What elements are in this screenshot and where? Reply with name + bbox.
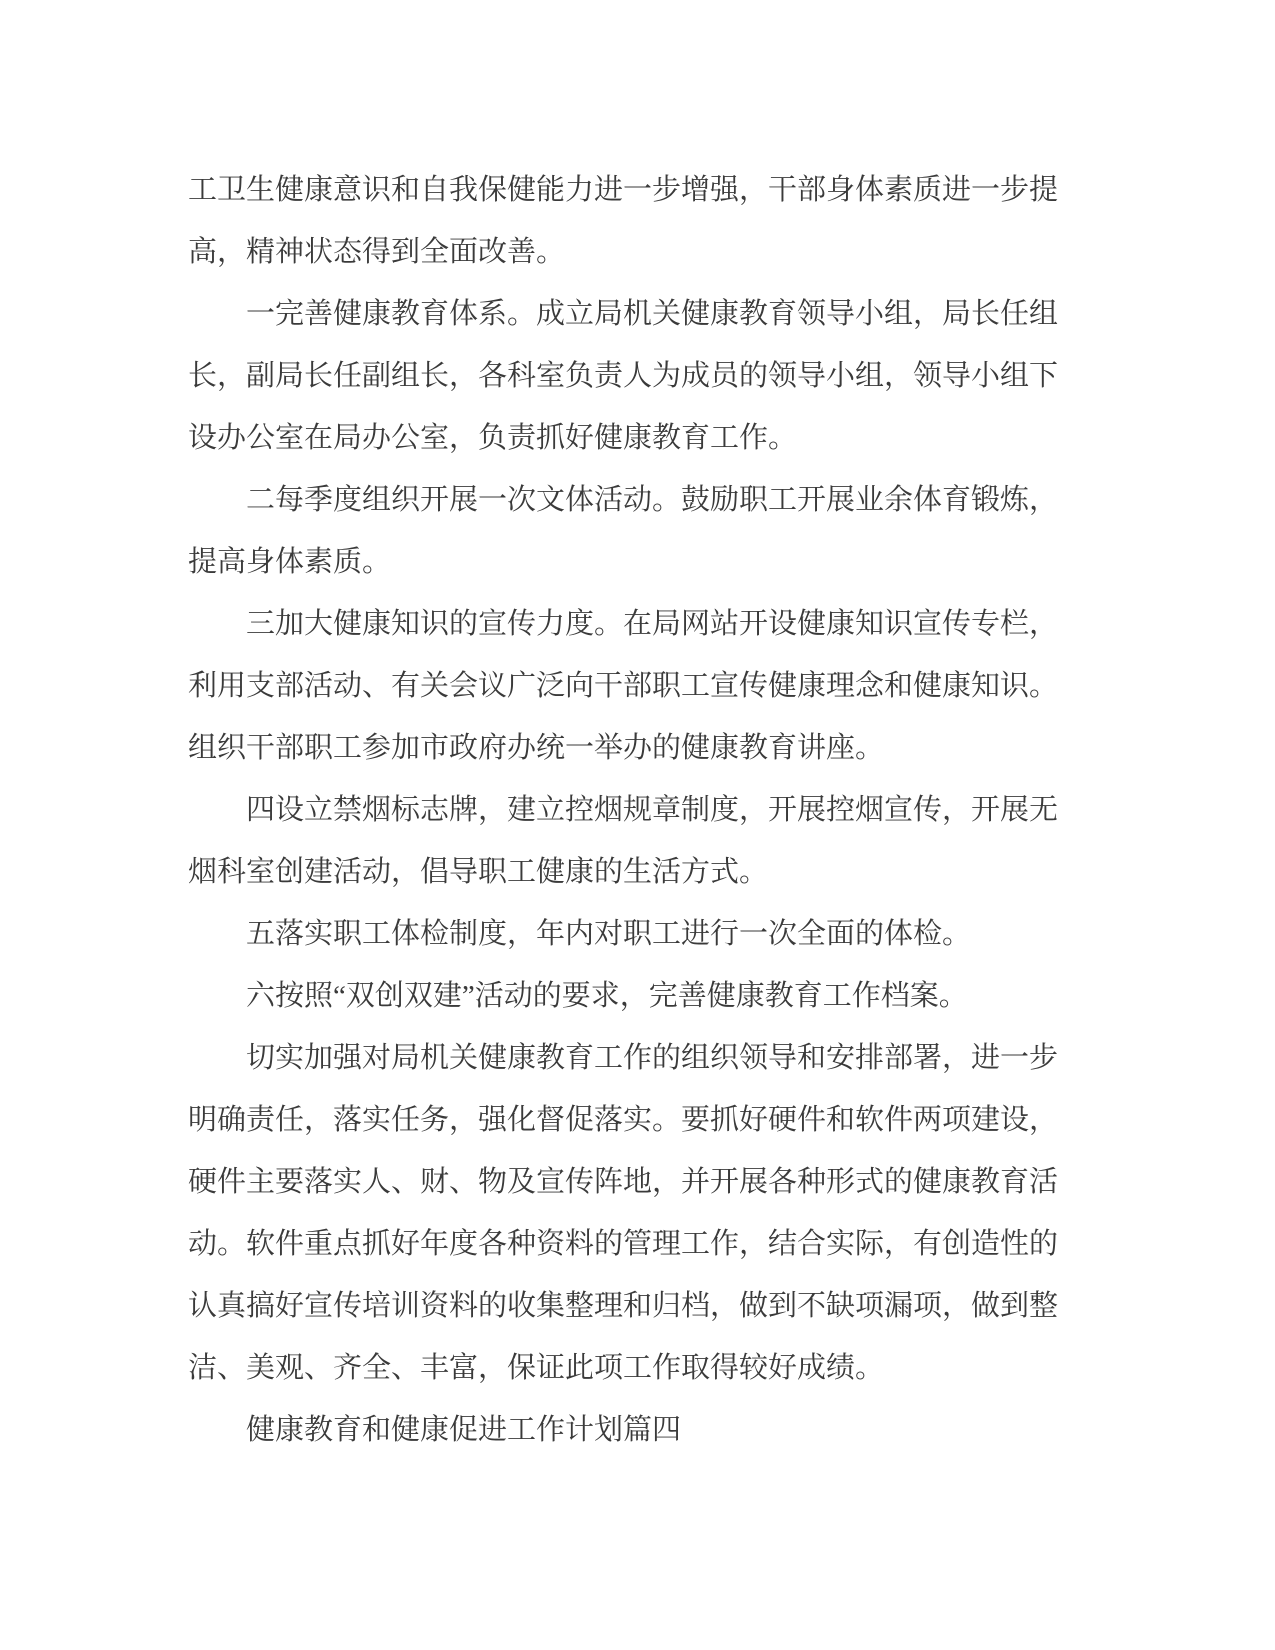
text-line-section-heading: 健康教育和健康促进工作计划篇四 xyxy=(246,1414,682,1446)
text-line: 硬件主要落实人、财、物及宣传阵地，并开展各种形式的健康教育活 xyxy=(188,1166,1059,1198)
text-line-paragraph-start: 二每季度组织开展一次文体活动。鼓励职工开展业余体育锻炼， xyxy=(246,484,1059,516)
text-line-paragraph-start: 四设立禁烟标志牌，建立控烟规章制度，开展控烟宣传，开展无 xyxy=(246,794,1059,826)
text-line-paragraph-start: 三加大健康知识的宣传力度。在局网站开设健康知识宣传专栏， xyxy=(246,608,1059,640)
text-line-paragraph-start: 六按照“双创双建”活动的要求，完善健康教育工作档案。 xyxy=(246,980,968,1012)
text-line: 动。软件重点抓好年度各种资料的管理工作，结合实际，有创造性的 xyxy=(188,1228,1059,1260)
text-line-paragraph-start: 切实加强对局机关健康教育工作的组织领导和安排部署，进一步 xyxy=(246,1042,1059,1074)
text-line: 认真搞好宣传培训资料的收集整理和归档，做到不缺项漏项，做到整 xyxy=(188,1290,1059,1322)
document-text-block xyxy=(188,159,1093,1461)
text-line: 工卫生健康意识和自我保健能力进一步增强，干部身体素质进一步提 xyxy=(188,174,1059,206)
text-line-paragraph-start: 一完善健康教育体系。成立局机关健康教育领导小组，局长任组 xyxy=(246,298,1059,330)
text-line: 组织干部职工参加市政府办统一举办的健康教育讲座。 xyxy=(188,732,885,764)
text-line: 利用支部活动、有关会议广泛向干部职工宣传健康理念和健康知识。 xyxy=(188,670,1059,702)
text-line: 设办公室在局办公室，负责抓好健康教育工作。 xyxy=(188,422,798,454)
text-line: 高，精神状态得到全面改善。 xyxy=(188,236,566,268)
text-line: 明确责任，落实任务，强化督促落实。要抓好硬件和软件两项建设， xyxy=(188,1104,1059,1136)
text-line-paragraph-start: 五落实职工体检制度，年内对职工进行一次全面的体检。 xyxy=(246,918,972,950)
text-line: 长，副局长任副组长，各科室负责人为成员的领导小组，领导小组下 xyxy=(188,360,1059,392)
text-line: 烟科室创建活动，倡导职工健康的生活方式。 xyxy=(188,856,769,888)
text-line: 提高身体素质。 xyxy=(188,546,392,578)
text-line: 洁、美观、齐全、丰富，保证此项工作取得较好成绩。 xyxy=(188,1352,885,1384)
